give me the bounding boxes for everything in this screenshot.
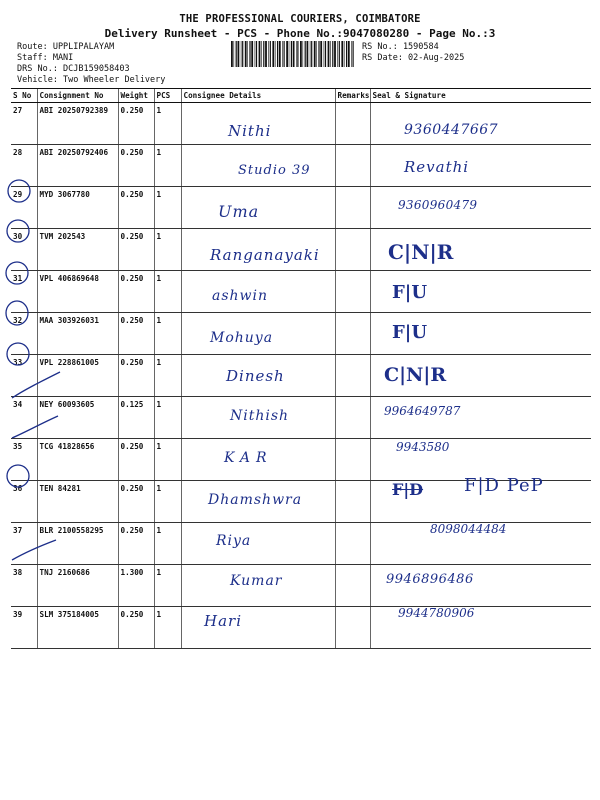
cell-remarks [335,439,370,481]
barcode-bar [316,41,317,67]
handwritten-signature: 8098044484 [430,522,507,536]
handwritten-name: Nithish [230,408,290,424]
cell-pcs: 1 [154,565,181,607]
cell-remarks [335,103,370,145]
cell-remarks [335,565,370,607]
barcode-bar [310,41,311,67]
drs-number: DRS No.: DCJB159058403 [17,64,130,74]
handwritten-signature: F|D [392,480,424,499]
barcode-bar [286,41,288,67]
handwritten-signature: Revathi [404,158,470,176]
table-row [11,271,591,313]
cell-remarks [335,187,370,229]
barcode-bar [348,41,350,67]
cell-pcs: 1 [154,355,181,397]
cell-sno: 27 [11,103,37,145]
barcode-bar [293,41,295,67]
cell-weight: 0.250 [118,355,154,397]
handwritten-signature: 9946896486 [386,572,474,587]
barcode-bar [251,41,253,67]
col-signature: Seal & Signature [370,89,591,103]
vehicle-label: Vehicle: Two Wheeler Delivery [17,75,166,85]
cell-sno: 33 [11,355,37,397]
cell-pcs: 1 [154,607,181,649]
barcode-bar [318,41,319,67]
cell-remarks [335,607,370,649]
handwritten-signature: F|D PeP [464,475,544,496]
cell-remarks [335,313,370,355]
cell-consignment: TNJ 2160686 [37,565,118,607]
cell-sno: 36 [11,481,37,523]
barcode-bar [332,41,333,67]
barcode-bar [277,41,278,67]
cell-sno: 38 [11,565,37,607]
runsheet-subtitle: Delivery Runsheet - PCS - Phone No.:9047080280 - Page No.:3 [104,27,496,40]
barcode-bar [296,41,297,67]
barcode-bar [284,41,285,67]
barcode-bar [263,41,264,67]
barcode-bar [245,41,247,67]
barcode-bar [265,41,267,67]
cell-consignment: NEY 60093605 [37,397,118,439]
barcode-bar [353,41,354,67]
handwritten-signature: 9944780906 [398,606,475,620]
barcode-bar [344,41,345,67]
cell-pcs: 1 [154,397,181,439]
col-weight: Weight [118,89,154,103]
barcode-bar [307,41,309,67]
table-header-row [11,89,591,103]
handwritten-name: Hari [204,612,242,630]
cell-remarks [335,481,370,523]
barcode-bar [337,41,338,67]
handwritten-name: Mohuya [210,330,274,346]
handwritten-name: Dhamshwra [208,492,303,508]
barcode-bar [339,41,340,67]
barcode-bar [346,41,347,67]
col-consignment: Consignment No [37,89,118,103]
handwritten-name: Dinesh [226,367,285,385]
barcode-bar [341,41,343,67]
cell-sno: 35 [11,439,37,481]
cell-sno: 31 [11,271,37,313]
route-label: Route: UPPLIPALAYAM [17,42,115,52]
table-row [11,355,591,397]
barcode-bar [275,41,276,67]
barcode-bar [334,41,336,67]
cell-sno: 30 [11,229,37,271]
cell-pcs: 1 [154,187,181,229]
table-row [11,187,591,229]
barcode-bar [328,41,330,67]
table-row [11,103,591,145]
cell-weight: 0.250 [118,607,154,649]
col-sno: S No [11,89,37,103]
cell-consignment: VPL 228861005 [37,355,118,397]
handwritten-name: Kumar [230,573,283,589]
barcode-bar [256,41,257,67]
barcode-bar [261,41,262,67]
handwritten-signature: 9964649787 [384,404,461,418]
cell-pcs: 1 [154,523,181,565]
cell-consignment: SLM 375184005 [37,607,118,649]
handwritten-signature: 9943580 [396,440,450,454]
barcode-bar [231,41,233,67]
barcode-bar [259,41,261,67]
barcode-bar [291,41,292,67]
barcode-bar [234,41,235,67]
cell-sno: 32 [11,313,37,355]
barcode-bar [238,41,240,67]
handwritten-signature: 9360960479 [398,198,478,212]
barcode-bar [241,41,242,67]
cell-remarks [335,397,370,439]
barcode [231,41,355,67]
table-row [11,397,591,439]
rs-number: RS No.: 1590584 [362,42,439,52]
cell-consignment: ABI 20250792406 [37,145,118,187]
barcode-bar [314,41,316,67]
cell-weight: 0.250 [118,481,154,523]
cell-weight: 0.250 [118,187,154,229]
cell-weight: 1.300 [118,565,154,607]
handwritten-name: Ranganayaki [210,246,320,264]
handwritten-name: Riya [216,533,252,549]
handwritten-signature: F|U [392,282,428,303]
cell-consignment: BLR 2100558295 [37,523,118,565]
barcode-bar [249,41,250,67]
table-row [11,565,591,607]
cell-sno: 29 [11,187,37,229]
cell-pcs: 1 [154,271,181,313]
cell-weight: 0.250 [118,313,154,355]
cell-sno: 28 [11,145,37,187]
handwritten-name: Studio 39 [238,163,311,178]
cell-weight: 0.250 [118,439,154,481]
barcode-bar [303,41,304,67]
cell-pcs: 1 [154,313,181,355]
cell-consignment: TEN 84281 [37,481,118,523]
barcode-bar [311,41,312,67]
col-consignee: Consignee Details [181,89,335,103]
barcode-bar [305,41,306,67]
col-pcs: PCS [154,89,181,103]
cell-consignment: ABI 20250792389 [37,103,118,145]
barcode-bar [300,41,302,67]
cell-pcs: 1 [154,229,181,271]
cell-pcs: 1 [154,481,181,523]
handwritten-signature: F|U [392,322,428,343]
barcode-bar [282,41,283,67]
cell-weight: 0.250 [118,145,154,187]
barcode-bar [242,41,243,67]
cell-sno: 34 [11,397,37,439]
barcode-bar [325,41,326,67]
barcode-bar [255,41,256,67]
barcode-bar [247,41,248,67]
cell-pcs: 1 [154,103,181,145]
handwritten-name: Uma [218,202,260,221]
barcode-bar [324,41,325,67]
handwritten-name: KAR [224,450,273,466]
col-remarks: Remarks [335,89,370,103]
barcode-bar [272,41,274,67]
handwritten-name: Nithi [228,122,272,140]
cell-remarks [335,523,370,565]
company-title: THE PROFESSIONAL COURIERS, COIMBATORE [179,13,421,25]
barcode-bar [297,41,298,67]
cell-consignment: VPL 406869648 [37,271,118,313]
cell-pcs: 1 [154,439,181,481]
barcode-bar [330,41,331,67]
cell-remarks [335,145,370,187]
barcode-bar [270,41,271,67]
staff-label: Staff: MANI [17,53,74,63]
cell-consignment: TVM 202543 [37,229,118,271]
cell-pcs: 1 [154,145,181,187]
cell-remarks [335,271,370,313]
cell-consignment: MYD 3067780 [37,187,118,229]
cell-consignee [181,523,335,565]
cell-remarks [335,355,370,397]
cell-weight: 0.125 [118,397,154,439]
table-row [11,607,591,649]
handwritten-signature: C|N|R [388,240,454,264]
handwritten-signature: C|N|R [384,364,447,386]
handwritten-signature: 9360447667 [404,122,499,138]
table-row [11,313,591,355]
cell-weight: 0.250 [118,271,154,313]
barcode-bar [320,41,322,67]
handwritten-name: ashwin [212,288,269,304]
cell-sno: 37 [11,523,37,565]
barcode-bar [279,41,281,67]
cell-consignment: TCG 41828656 [37,439,118,481]
barcode-bar [268,41,269,67]
barcode-bar [289,41,290,67]
barcode-bar [236,41,237,67]
cell-weight: 0.250 [118,229,154,271]
cell-weight: 0.250 [118,103,154,145]
cell-sno: 39 [11,607,37,649]
barcode-bar [351,41,352,67]
cell-consignment: MAA 303926031 [37,313,118,355]
cell-remarks [335,229,370,271]
cell-weight: 0.250 [118,523,154,565]
rs-date: RS Date: 02-Aug-2025 [362,53,465,63]
